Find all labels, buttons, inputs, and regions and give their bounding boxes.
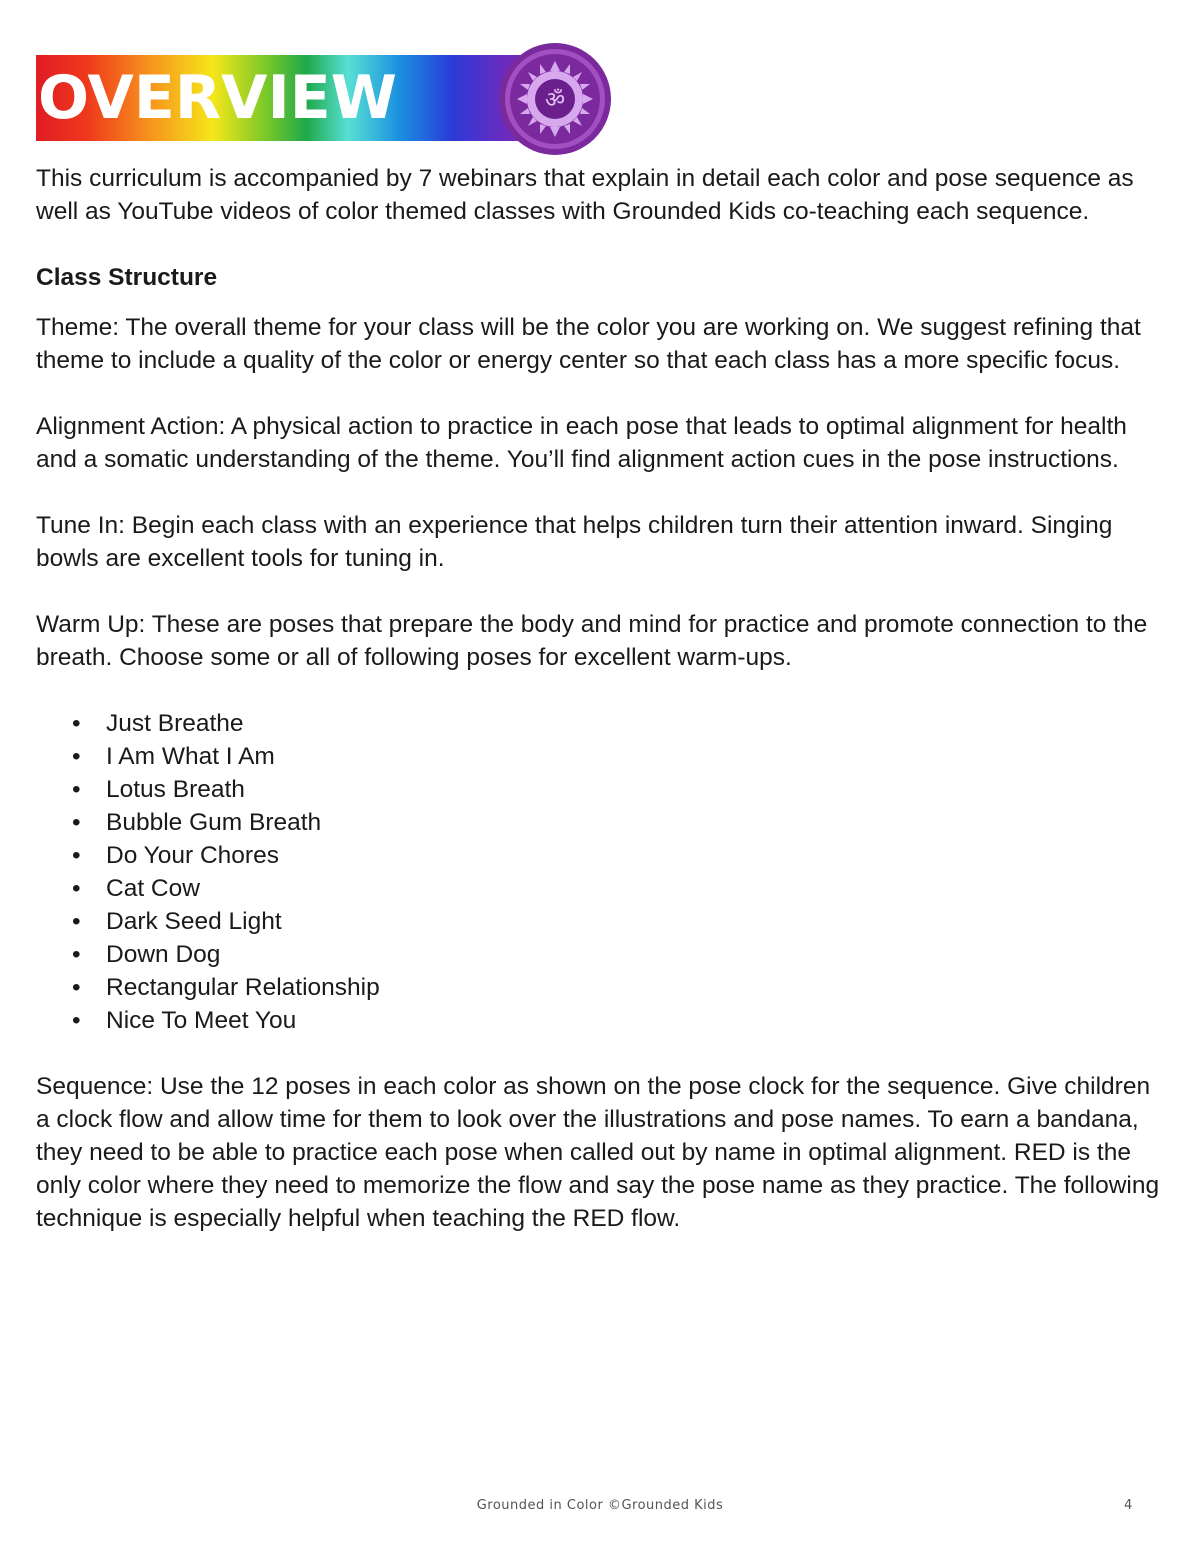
class-structure-heading: Class Structure bbox=[36, 264, 218, 291]
intro-paragraph: This curriculum is accompanied by 7 webinars that explain in detail each color and pose sequence as well as YouTube videos of color themed classes with Grounded Kids co-teaching each sequence. bbox=[36, 165, 1134, 225]
warm-up-paragraph: Warm Up: These are poses that prepare the body and mind for practice and promote connection to the breath. Choose some or all of following poses for excellent warm-ups. bbox=[36, 611, 1148, 671]
bullet-icon: • bbox=[72, 974, 81, 1001]
svg-text:ॐ: ॐ bbox=[544, 88, 566, 113]
list-item: • Nice To Meet You bbox=[36, 1004, 1166, 1037]
bullet-icon: • bbox=[72, 776, 81, 803]
list-item: • Down Dog bbox=[36, 938, 1166, 971]
bullet-icon: • bbox=[72, 710, 81, 737]
sequence-paragraph: Sequence: Use the 12 poses in each color as shown on the pose clock for the sequence. Give children a clock flow and allow time for them to look over the illustrations and pose names. To earn a bandana, they need to be able to practice each pose when called out by name in optimal alignment. RED is the only color where they need to memorize the flow and say the pose name as they practice. The following technique is especially helpful when teaching the RED flow. bbox=[36, 1073, 1160, 1232]
list-item: • I Am What I Am bbox=[36, 740, 1166, 773]
list-item: • Just Breathe bbox=[36, 707, 1166, 740]
bullet-icon: • bbox=[72, 809, 81, 836]
bullet-icon: • bbox=[72, 908, 81, 935]
list-item: • Lotus Breath bbox=[36, 773, 1166, 806]
tune-in-paragraph: Tune In: Begin each class with an experience that helps children turn their attention inward. Singing bowls are excellent tools for tuning in. bbox=[36, 512, 1113, 572]
footer-text: Grounded in Color ©Grounded Kids bbox=[476, 1498, 724, 1513]
bullet-icon: • bbox=[72, 842, 81, 869]
page-title: OVERVIEW bbox=[38, 63, 397, 133]
bullet-icon: • bbox=[72, 875, 81, 902]
list-item: • Cat Cow bbox=[36, 872, 1166, 905]
bullet-icon: • bbox=[72, 1007, 81, 1034]
list-item: • Dark Seed Light bbox=[36, 905, 1166, 938]
bullet-icon: • bbox=[72, 743, 81, 770]
alignment-action-paragraph: Alignment Action: A physical action to practice in each pose that leads to optimal alignment for health and a somatic understanding of the theme. You’ll find alignment action cues in the pose instructions. bbox=[36, 413, 1127, 473]
om-chakra-icon bbox=[497, 41, 613, 157]
theme-paragraph: Theme: The overall theme for your class will be the color you are working on. We suggest refining that theme to include a quality of the color or energy center so that each class has a more specific focus. bbox=[36, 314, 1141, 374]
list-item: • Rectangular Relationship bbox=[36, 971, 1166, 1004]
main-content bbox=[36, 162, 1166, 1268]
warm-up-pose-list bbox=[36, 707, 1166, 1037]
list-item: • Do Your Chores bbox=[36, 839, 1166, 872]
list-item: • Bubble Gum Breath bbox=[36, 806, 1166, 839]
page-number: 4 bbox=[1124, 1498, 1133, 1513]
bullet-icon: • bbox=[72, 941, 81, 968]
